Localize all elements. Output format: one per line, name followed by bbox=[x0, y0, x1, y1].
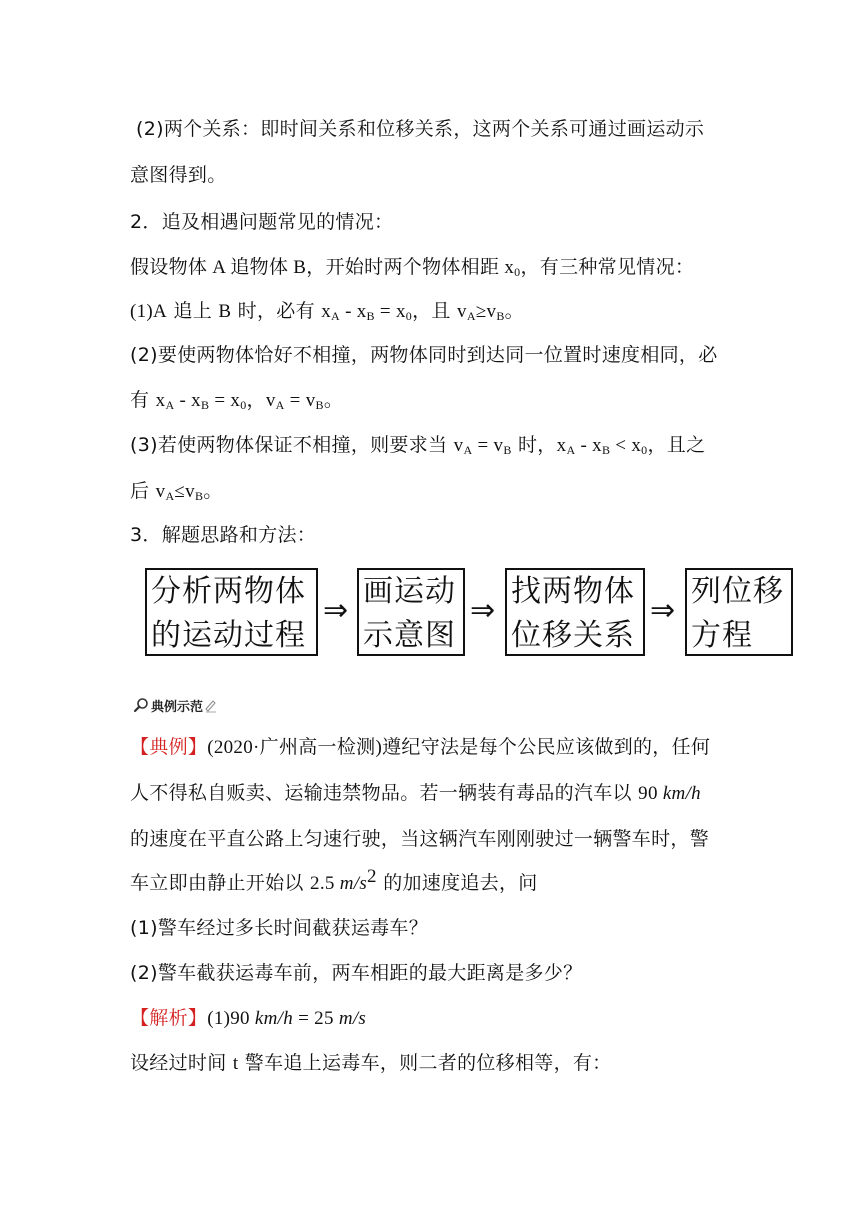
case-3-line1: (3)若使两物体保证不相撞，则要求当 $v_A = v_B$ 时，$x_A - x_B < x_0$，且之 bbox=[130, 434, 706, 457]
flow-step-line: 位移关系 bbox=[511, 618, 635, 653]
flow-step-line: 方程 bbox=[691, 618, 753, 653]
example-tag bbox=[133, 694, 243, 716]
section-heading-2: 2．追及相遇问题常见的情况： bbox=[130, 211, 394, 233]
pencil-icon bbox=[204, 697, 218, 713]
flow-step-line: 列位移 bbox=[691, 574, 784, 609]
flow-step-line: 的运动过程 bbox=[151, 618, 306, 653]
analysis-setup: 设经过时间 t 警车追上运毒车，则二者的位移相等，有： bbox=[130, 1052, 612, 1074]
flow-arrow-icon: ⇒ bbox=[323, 593, 349, 628]
example-line4: 车立即由静止开始以 2.5 $m/s^2$ 的加速度追去，问 bbox=[130, 866, 538, 894]
section-heading-3: 3．解题思路和方法： bbox=[130, 524, 317, 546]
flow-arrow-icon: ⇒ bbox=[650, 593, 676, 628]
assumption-paragraph: 假设物体 A 追物体 B，开始时两个物体相距 $x_0$，有三种常见情况： bbox=[130, 256, 695, 279]
question-1: (1)警车经过多长时间截获运毒车？ bbox=[130, 917, 429, 939]
flow-step-analyze-motion bbox=[145, 568, 318, 656]
magnifier-icon bbox=[133, 697, 149, 713]
example-label: 【典例】 bbox=[130, 736, 208, 758]
case-3-line2: 后 $v_A\le v_B$。 bbox=[130, 480, 223, 503]
case-1: (1)A 追上 B 时，必有 $x_A - x_B = x_0$，且 $v_A\ge v_B$。 bbox=[130, 300, 524, 323]
analysis-line: 【解析】(1)90 km/h = 25 m/s bbox=[130, 1007, 367, 1029]
flow-step-line: 分析两物体 bbox=[151, 574, 306, 609]
relations-note-line1: (2)两个关系：即时间关系和位移关系，这两个关系可通过画运动示 bbox=[136, 118, 705, 140]
example-line2: 人不得私自贩卖、运输违禁物品。若一辆装有毒品的汽车以 90 km/h bbox=[130, 782, 701, 804]
analysis-label: 【解析】 bbox=[130, 1007, 208, 1029]
flow-step-write-equation bbox=[685, 568, 793, 656]
question-2: (2)警车截获运毒车前，两车相距的最大距离是多少？ bbox=[130, 962, 583, 984]
flow-step-line: 画运动 bbox=[363, 574, 456, 609]
example-line1: 【典例】(2020·广州高一检测)遵纪守法是每个公民应该做到的，任何 bbox=[130, 736, 711, 758]
flow-arrow-icon: ⇒ bbox=[470, 593, 496, 628]
example-line3: 的速度在平直公路上匀速行驶，当这辆汽车刚刚驶过一辆警车时，警 bbox=[130, 828, 710, 850]
flow-step-line: 示意图 bbox=[363, 618, 456, 653]
relations-note-line2: 意图得到。 bbox=[130, 164, 227, 186]
case-2-line2: 有 $x_A - x_B = x_0$，$v_A = v_B$。 bbox=[130, 389, 344, 412]
flow-step-find-displacement bbox=[505, 568, 645, 656]
example-tag-label: 典例示范 bbox=[151, 699, 204, 715]
flow-step-line: 找两物体 bbox=[511, 574, 635, 609]
flow-step-draw-diagram bbox=[357, 568, 465, 656]
case-2-line1: (2)要使两物体恰好不相撞，两物体同时到达同一位置时速度相同，必 bbox=[130, 344, 718, 366]
